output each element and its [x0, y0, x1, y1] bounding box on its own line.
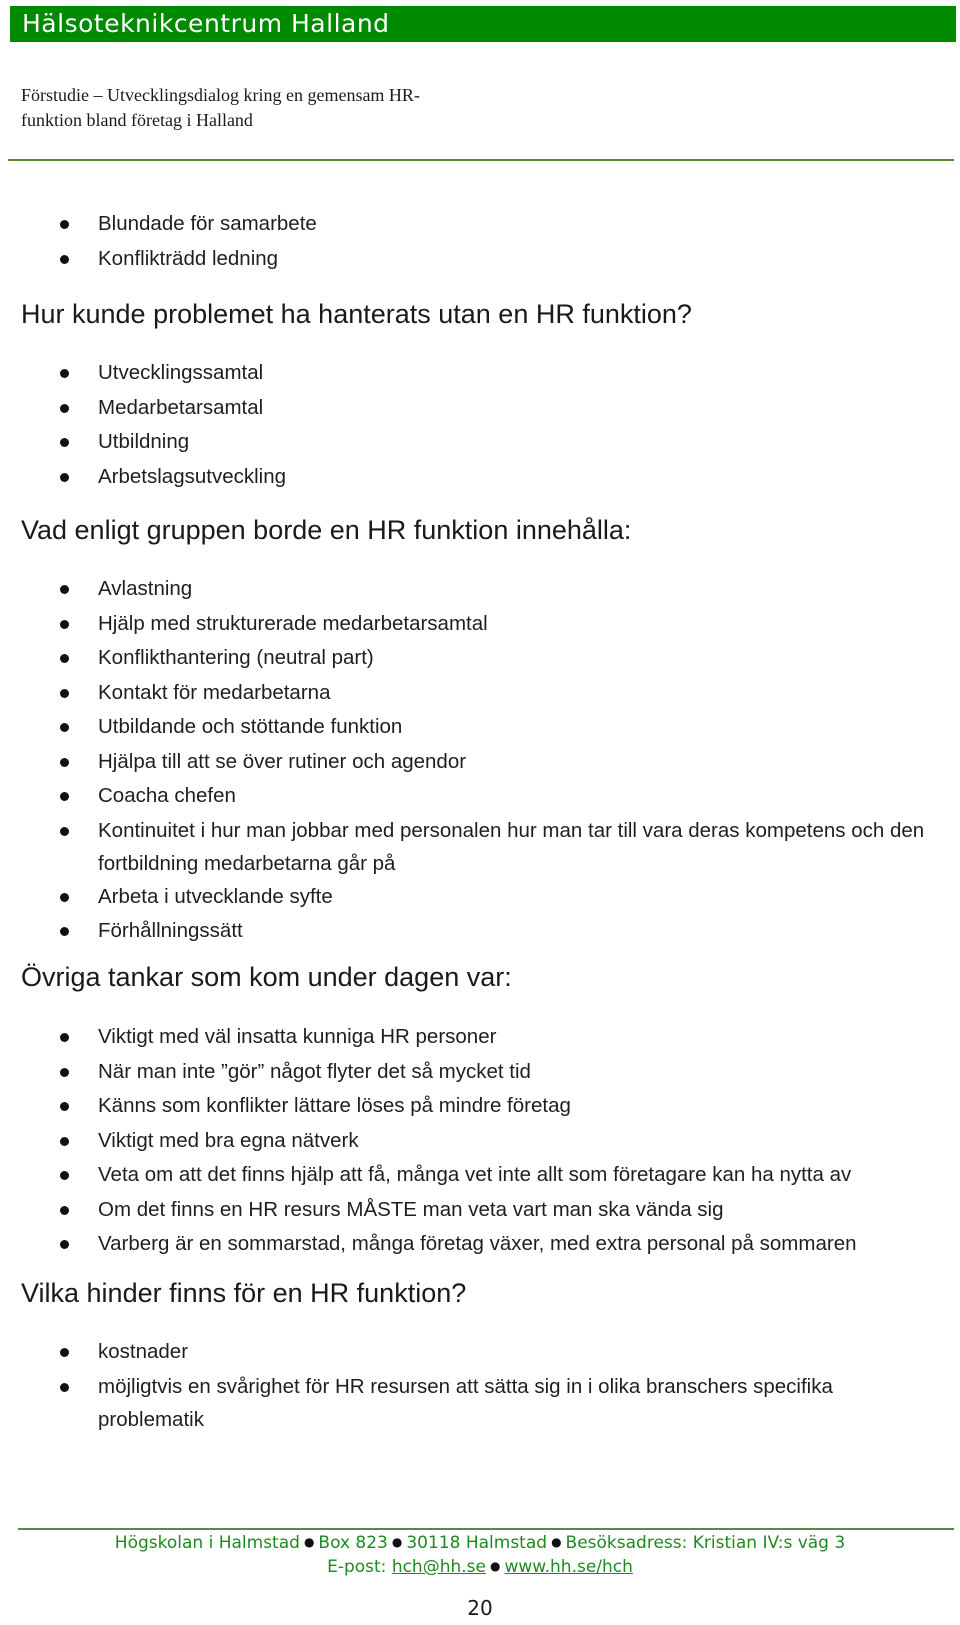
section-heading-1: Hur kunde problemet ha hanterats utan en HR funktion? — [21, 299, 692, 329]
list-item: Viktigt med bra egna nätverk — [0, 1124, 960, 1159]
list-item: När man inte ”gör” något flyter det så mycket tid — [0, 1055, 960, 1090]
list-item: Kontakt för medarbetarna — [0, 676, 960, 711]
list-item: Coacha chefen — [0, 779, 960, 814]
bullet-icon — [60, 654, 69, 663]
bullet-list-3 — [0, 572, 960, 949]
bullet-list-5 — [0, 1335, 960, 1436]
bullet-icon — [60, 1137, 69, 1146]
separator-dot-icon: ● — [489, 1559, 501, 1573]
footer-postal: 30118 Halmstad — [406, 1533, 548, 1553]
bullet-icon — [60, 473, 69, 482]
footer-address — [0, 1530, 960, 1555]
footer-box: Box 823 — [318, 1533, 388, 1553]
list-item: Medarbetarsamtal — [0, 391, 960, 426]
bullet-list-1 — [0, 207, 960, 276]
bullet-icon — [60, 1102, 69, 1111]
bullet-icon — [60, 1206, 69, 1215]
list-item: Varberg är en sommarstad, många företag växer, med extra personal på sommaren — [0, 1227, 960, 1262]
section-heading-4: Vilka hinder finns för en HR funktion? — [21, 1278, 467, 1308]
bullet-icon — [60, 438, 69, 447]
list-item: Arbeta i utvecklande syfte — [0, 880, 960, 915]
footer-visit-address: Besöksadress: Kristian IV:s väg 3 — [565, 1533, 846, 1553]
bullet-icon — [60, 620, 69, 629]
header-banner: Hälsoteknikcentrum Halland — [10, 6, 956, 42]
list-item: Utvecklingssamtal — [0, 356, 960, 391]
section-heading-3: Övriga tankar som kom under dagen var: — [21, 962, 512, 992]
bullet-icon — [60, 689, 69, 698]
list-item: Konflikthantering (neutral part) — [0, 641, 960, 676]
footer-email-label: E-post: — [327, 1557, 387, 1577]
footer-contact — [0, 1554, 960, 1579]
footer-org: Högskolan i Halmstad — [114, 1533, 300, 1553]
bullet-icon — [60, 1348, 69, 1357]
list-item: Blundade för samarbete — [0, 207, 960, 242]
bullet-icon — [60, 255, 69, 264]
bullet-list-4 — [0, 1020, 960, 1262]
bullet-icon — [60, 1033, 69, 1042]
list-item: Utbildning — [0, 425, 960, 460]
list-item: Avlastning — [0, 572, 960, 607]
bullet-icon — [60, 1068, 69, 1077]
list-item: Kontinuitet i hur man jobbar med personalen hur man tar till vara deras kompetens och den fortbildning medarbetarna går på — [0, 814, 960, 880]
bullet-icon — [60, 1383, 69, 1392]
section-heading-2: Vad enligt gruppen borde en HR funktion innehålla: — [21, 515, 632, 545]
bullet-icon — [60, 1240, 69, 1249]
list-item: Hjälp med strukturerade medarbetarsamtal — [0, 607, 960, 642]
bullet-list-2 — [0, 356, 960, 494]
bullet-icon — [60, 758, 69, 767]
list-item: Hjälpa till att se över rutiner och agendor — [0, 745, 960, 780]
bullet-icon — [60, 404, 69, 413]
bullet-icon — [60, 369, 69, 378]
bullet-icon — [60, 927, 69, 936]
list-item: Känns som konflikter lättare löses på mindre företag — [0, 1089, 960, 1124]
bullet-icon — [60, 585, 69, 594]
list-item: kostnader — [0, 1335, 960, 1370]
website-link[interactable]: www.hh.se/hch — [504, 1557, 633, 1577]
subtitle-line-1: Förstudie – Utvecklingsdialog kring en gemensam HR- — [21, 85, 420, 105]
page-number: 20 — [467, 1596, 493, 1620]
bullet-icon — [60, 827, 69, 836]
list-item: Veta om att det finns hjälp att få, många vet inte allt som företagare kan ha nytta av — [0, 1158, 960, 1193]
bullet-icon — [60, 893, 69, 902]
bullet-icon — [60, 220, 69, 229]
bullet-icon — [60, 1171, 69, 1180]
bullet-icon — [60, 792, 69, 801]
list-item: Viktigt med väl insatta kunniga HR personer — [0, 1020, 960, 1055]
bullet-icon — [60, 723, 69, 732]
email-link[interactable]: hch@hh.se — [391, 1557, 486, 1577]
list-item: Konflikträdd ledning — [0, 242, 960, 277]
list-item: möjligtvis en svårighet för HR resursen att sätta sig in i olika branschers specifika problematik — [0, 1370, 960, 1436]
subtitle-line-2: funktion bland företag i Halland — [21, 110, 253, 130]
list-item: Om det finns en HR resurs MÅSTE man veta vart man ska vända sig — [0, 1193, 960, 1228]
separator-dot-icon: ● — [551, 1535, 562, 1549]
separator-dot-icon: ● — [303, 1535, 315, 1549]
separator-dot-icon: ● — [391, 1535, 403, 1549]
list-item: Förhållningssätt — [0, 914, 960, 949]
list-item: Arbetslagsutveckling — [0, 460, 960, 495]
list-item: Utbildande och stöttande funktion — [0, 710, 960, 745]
